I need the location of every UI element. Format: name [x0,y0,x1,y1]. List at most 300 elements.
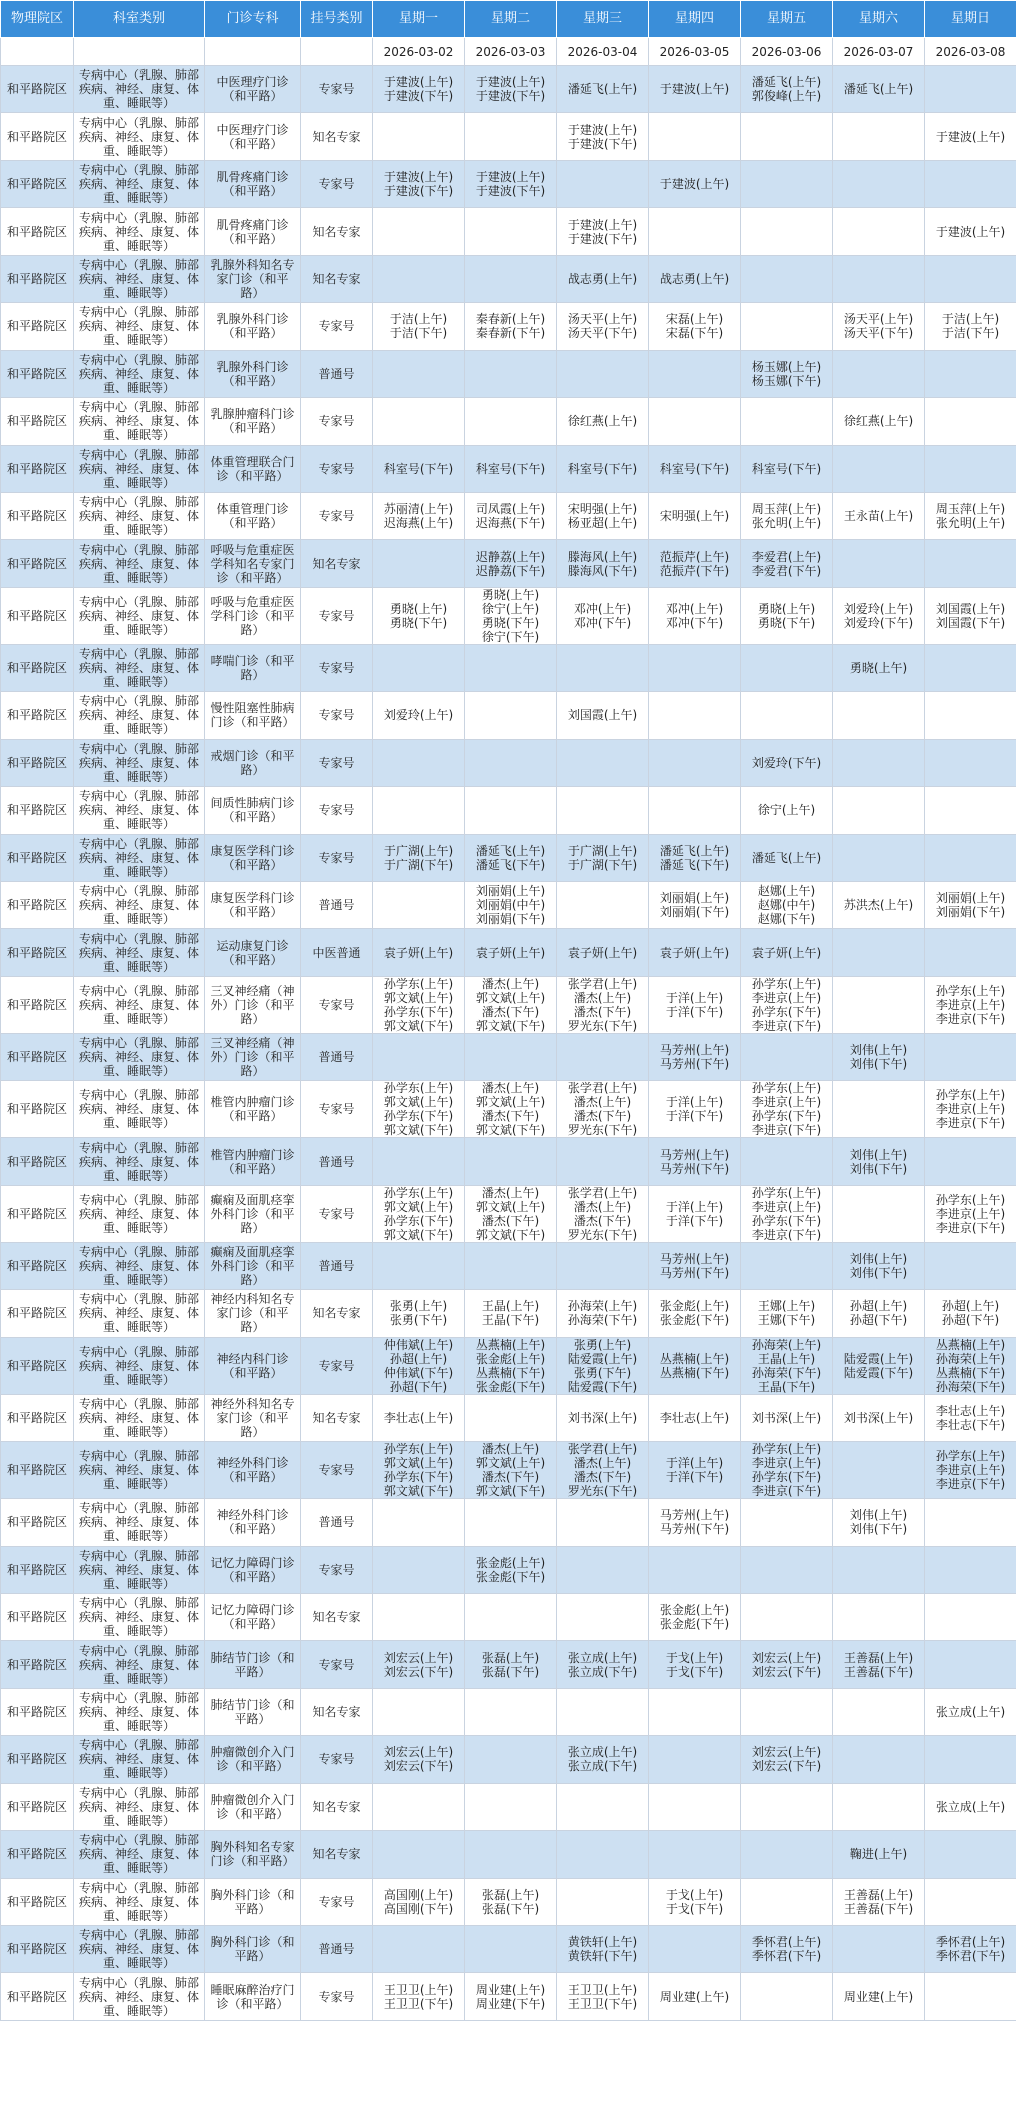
doctor-slot[interactable]: 张磊(上午) [481,1887,540,1902]
doctor-slot[interactable]: 杨亚超(上午) [567,516,638,531]
doctor-slot[interactable]: 李爱君(上午) [751,549,822,564]
doctor-slot[interactable]: 邓冲(下午) [665,615,724,630]
doctor-slot[interactable]: 周业建(上午) [659,1989,730,2004]
doctor-slot[interactable]: 汤天平(下午) [567,326,638,341]
doctor-slot[interactable]: 迟海燕(下午) [475,516,546,531]
doctor-slot[interactable]: 张勇(上午) [573,1337,632,1352]
doctor-slot[interactable]: 徐宁(下午) [481,629,540,644]
doctor-slot[interactable]: 于建波(上午) [475,170,546,185]
doctor-slot[interactable]: 陆爱霞(上午) [843,1351,914,1366]
doctor-slot[interactable]: 宋明强(上午) [567,502,638,517]
doctor-slot[interactable]: 王善磊(下午) [843,1664,914,1679]
doctor-slot[interactable]: 李进京(上午) [935,997,1006,1012]
doctor-slot[interactable]: 孙超(下午) [389,1379,448,1394]
doctor-slot[interactable]: 于洋(下午) [665,1109,724,1124]
doctor-slot[interactable]: 王娜(上午) [757,1299,816,1314]
doctor-slot[interactable]: 于洋(下午) [665,1470,724,1485]
doctor-slot[interactable]: 于洋(上午) [665,1199,724,1214]
doctor-slot[interactable]: 袁子妍(上午) [751,945,822,960]
doctor-slot[interactable]: 潘杰(下午) [481,1109,540,1124]
doctor-slot[interactable]: 于建波(上午) [659,177,730,192]
doctor-slot[interactable]: 周玉萍(上午) [935,502,1006,517]
doctor-slot[interactable]: 科室号(下午) [751,461,822,476]
doctor-slot[interactable]: 张金彪(下午) [475,1569,546,1584]
doctor-slot[interactable]: 张金彪(下午) [659,1617,730,1632]
doctor-slot[interactable]: 宋磊(上午) [665,312,724,327]
doctor-slot[interactable]: 刘丽娟(下午) [475,912,546,927]
doctor-slot[interactable]: 刘伟(下午) [849,1057,908,1072]
doctor-slot[interactable]: 徐宁(上午) [757,803,816,818]
doctor-slot[interactable]: 刘伟(上午) [849,1043,908,1058]
doctor-slot[interactable]: 杨玉娜(上午) [751,359,822,374]
doctor-slot[interactable]: 宋明强(上午) [659,509,730,524]
doctor-slot[interactable]: 于建波(下午) [475,184,546,199]
doctor-slot[interactable]: 马芳州(下午) [659,1057,730,1072]
doctor-slot[interactable]: 张金彪(下午) [475,1379,546,1394]
doctor-slot[interactable]: 袁子妍(上午) [659,945,730,960]
doctor-slot[interactable]: 孙学东(上午) [383,1185,454,1200]
doctor-slot[interactable]: 司凤霞(上午) [475,502,546,517]
doctor-slot[interactable]: 宋磊(下午) [665,326,724,341]
doctor-slot[interactable]: 李进京(上午) [751,1095,822,1110]
doctor-slot[interactable]: 王晶(上午) [757,1351,816,1366]
doctor-slot[interactable]: 马芳州(上午) [659,1147,730,1162]
doctor-slot[interactable]: 王永苗(上午) [843,509,914,524]
doctor-slot[interactable]: 刘国霞(下午) [935,615,1006,630]
doctor-slot[interactable]: 郭文斌(上午) [475,1095,546,1110]
doctor-slot[interactable]: 周业建(上午) [843,1989,914,2004]
doctor-slot[interactable]: 王晶(下午) [757,1379,816,1394]
doctor-slot[interactable]: 潘延飞(上午) [751,850,822,865]
doctor-slot[interactable]: 刘伟(下午) [849,1265,908,1280]
doctor-slot[interactable]: 刘宏云(下午) [751,1664,822,1679]
doctor-slot[interactable]: 周玉萍(上午) [751,502,822,517]
doctor-slot[interactable]: 孙学东(上午) [751,1442,822,1457]
doctor-slot[interactable]: 仲伟斌(下午) [383,1365,454,1380]
doctor-slot[interactable]: 孙学东(下午) [383,1213,454,1228]
doctor-slot[interactable]: 刘丽娟(下午) [935,905,1006,920]
doctor-slot[interactable]: 李进京(下午) [751,1018,822,1033]
doctor-slot[interactable]: 张立成(上午) [567,1745,638,1760]
doctor-slot[interactable]: 科室号(下午) [567,461,638,476]
doctor-slot[interactable]: 潘延飞(下午) [475,857,546,872]
doctor-slot[interactable]: 范振芹(下午) [659,563,730,578]
doctor-slot[interactable]: 勇晓(下午) [389,615,448,630]
doctor-slot[interactable]: 李爱君(下午) [751,563,822,578]
doctor-slot[interactable]: 郭文斌(下午) [475,1484,546,1499]
doctor-slot[interactable]: 于广湖(上午) [567,843,638,858]
doctor-slot[interactable]: 勇晓(上午) [849,661,908,676]
doctor-slot[interactable]: 王娜(下午) [757,1313,816,1328]
doctor-slot[interactable]: 黄铁轩(上午) [567,1935,638,1950]
doctor-slot[interactable]: 李进京(下午) [751,1484,822,1499]
doctor-slot[interactable]: 刘宏云(下午) [751,1759,822,1774]
doctor-slot[interactable]: 马芳州(上午) [659,1043,730,1058]
doctor-slot[interactable]: 刘宏云(下午) [383,1664,454,1679]
doctor-slot[interactable]: 张磊(下午) [481,1901,540,1916]
doctor-slot[interactable]: 罗光东(下午) [567,1227,638,1242]
doctor-slot[interactable]: 张磊(下午) [481,1664,540,1679]
doctor-slot[interactable]: 勇晓(上午) [757,601,816,616]
doctor-slot[interactable]: 刘宏云(上午) [383,1650,454,1665]
doctor-slot[interactable]: 黄铁轩(下午) [567,1949,638,1964]
doctor-slot[interactable]: 孙学东(上午) [751,1185,822,1200]
doctor-slot[interactable]: 刘伟(下午) [849,1161,908,1176]
doctor-slot[interactable]: 邓冲(上午) [573,601,632,616]
doctor-slot[interactable]: 张勇(下午) [573,1365,632,1380]
doctor-slot[interactable]: 潘杰(下午) [573,1213,632,1228]
doctor-slot[interactable]: 潘杰(上午) [573,1199,632,1214]
doctor-slot[interactable]: 汤天平(上午) [843,312,914,327]
doctor-slot[interactable]: 于戈(上午) [665,1650,724,1665]
doctor-slot[interactable]: 潘杰(上午) [573,1095,632,1110]
doctor-slot[interactable]: 于建波(下午) [567,136,638,151]
doctor-slot[interactable]: 刘书深(上午) [751,1410,822,1425]
doctor-slot[interactable]: 孙学东(下午) [751,1109,822,1124]
doctor-slot[interactable]: 于广湖(下午) [383,857,454,872]
doctor-slot[interactable]: 苏洪杰(上午) [843,898,914,913]
doctor-slot[interactable]: 孙学东(上午) [751,976,822,991]
doctor-slot[interactable]: 孙海荣(下午) [751,1365,822,1380]
doctor-slot[interactable]: 刘国霞(上午) [567,708,638,723]
doctor-slot[interactable]: 丛燕楠(上午) [659,1351,730,1366]
doctor-slot[interactable]: 于建波(上午) [567,217,638,232]
doctor-slot[interactable]: 李壮志(上午) [383,1410,454,1425]
doctor-slot[interactable]: 孙海荣(下午) [567,1313,638,1328]
doctor-slot[interactable]: 于洋(下午) [665,1004,724,1019]
doctor-slot[interactable]: 陆爱霞(下午) [843,1365,914,1380]
doctor-slot[interactable]: 罗光东(下午) [567,1123,638,1138]
doctor-slot[interactable]: 李壮志(上午) [659,1410,730,1425]
doctor-slot[interactable]: 于建波(下午) [383,184,454,199]
doctor-slot[interactable]: 勇晓(下午) [757,615,816,630]
doctor-slot[interactable]: 于建波(上午) [383,170,454,185]
doctor-slot[interactable]: 孙学东(上午) [935,1192,1006,1207]
doctor-slot[interactable]: 潘延飞(上午) [751,75,822,90]
doctor-slot[interactable]: 郭文斌(上午) [475,990,546,1005]
doctor-slot[interactable]: 孙超(上午) [941,1299,1000,1314]
doctor-slot[interactable]: 王善磊(下午) [843,1901,914,1916]
doctor-slot[interactable]: 汤天平(上午) [567,312,638,327]
doctor-slot[interactable]: 潘杰(下午) [573,1109,632,1124]
doctor-slot[interactable]: 秦春新(下午) [475,326,546,341]
doctor-slot[interactable]: 郭俊峰(上午) [751,89,822,104]
doctor-slot[interactable]: 张立成(上午) [567,1650,638,1665]
doctor-slot[interactable]: 于建波(上午) [383,75,454,90]
doctor-slot[interactable]: 于建波(上午) [659,82,730,97]
doctor-slot[interactable]: 李进京(下午) [751,1227,822,1242]
doctor-slot[interactable]: 丛燕楠(下午) [935,1365,1006,1380]
doctor-slot[interactable]: 张立成(上午) [935,1799,1006,1814]
doctor-slot[interactable]: 苏丽清(上午) [383,502,454,517]
doctor-slot[interactable]: 潘延飞(上午) [843,82,914,97]
doctor-slot[interactable]: 刘爱玲(下午) [843,615,914,630]
doctor-slot[interactable]: 王晶(上午) [481,1299,540,1314]
doctor-slot[interactable]: 孙学东(上午) [383,1442,454,1457]
doctor-slot[interactable]: 孙超(下午) [849,1313,908,1328]
doctor-slot[interactable]: 张勇(下午) [389,1313,448,1328]
doctor-slot[interactable]: 李进京(下午) [935,1477,1006,1492]
doctor-slot[interactable]: 科室号(下午) [383,461,454,476]
doctor-slot[interactable]: 于戈(下午) [665,1664,724,1679]
doctor-slot[interactable]: 战志勇(上午) [567,271,638,286]
doctor-slot[interactable]: 李进京(下午) [751,1123,822,1138]
doctor-slot[interactable]: 丛燕楠(下午) [659,1365,730,1380]
doctor-slot[interactable]: 张磊(上午) [481,1650,540,1665]
doctor-slot[interactable]: 孙学东(下午) [383,1470,454,1485]
doctor-slot[interactable]: 郭文斌(上午) [383,1199,454,1214]
doctor-slot[interactable]: 孙超(上午) [389,1351,448,1366]
doctor-slot[interactable]: 刘宏云(下午) [383,1759,454,1774]
doctor-slot[interactable]: 李进京(下午) [935,1116,1006,1131]
doctor-slot[interactable]: 刘丽娟(上午) [475,884,546,899]
doctor-slot[interactable]: 潘杰(下午) [481,1470,540,1485]
doctor-slot[interactable]: 勇晓(上午) [481,587,540,602]
doctor-slot[interactable]: 马芳州(上午) [659,1508,730,1523]
doctor-slot[interactable]: 科室号(下午) [659,461,730,476]
doctor-slot[interactable]: 刘宏云(上午) [751,1650,822,1665]
doctor-slot[interactable]: 刘丽娟(上午) [659,891,730,906]
doctor-slot[interactable]: 王卫卫(下午) [383,1996,454,2011]
doctor-slot[interactable]: 潘杰(下午) [573,1470,632,1485]
doctor-slot[interactable]: 于建波(下午) [475,89,546,104]
doctor-slot[interactable]: 潘杰(上午) [573,1456,632,1471]
doctor-slot[interactable]: 潘延飞(下午) [659,857,730,872]
doctor-slot[interactable]: 李进京(下午) [935,1220,1006,1235]
doctor-slot[interactable]: 范振芹(上午) [659,549,730,564]
doctor-slot[interactable]: 刘丽娟(下午) [659,905,730,920]
doctor-slot[interactable]: 于建波(上午) [567,122,638,137]
doctor-slot[interactable]: 刘伟(下午) [849,1522,908,1537]
doctor-slot[interactable]: 李进京(上午) [751,990,822,1005]
doctor-slot[interactable]: 张金彪(下午) [659,1313,730,1328]
doctor-slot[interactable]: 于广湖(上午) [383,843,454,858]
doctor-slot[interactable]: 孙学东(上午) [935,983,1006,998]
doctor-slot[interactable]: 郭文斌(下午) [383,1484,454,1499]
doctor-slot[interactable]: 郭文斌(上午) [383,1456,454,1471]
doctor-slot[interactable]: 刘宏云(上午) [383,1745,454,1760]
doctor-slot[interactable]: 于洁(下午) [389,326,448,341]
doctor-slot[interactable]: 迟静荔(上午) [475,549,546,564]
doctor-slot[interactable]: 郭文斌(下午) [383,1227,454,1242]
doctor-slot[interactable]: 马芳州(下午) [659,1161,730,1176]
doctor-slot[interactable]: 科室号(下午) [475,461,546,476]
doctor-slot[interactable]: 徐红燕(上午) [567,414,638,429]
doctor-slot[interactable]: 滕海风(下午) [567,563,638,578]
doctor-slot[interactable]: 汤天平(下午) [843,326,914,341]
doctor-slot[interactable]: 李进京(上午) [751,1456,822,1471]
doctor-slot[interactable]: 郭文斌(上午) [383,1095,454,1110]
doctor-slot[interactable]: 季怀君(下午) [935,1949,1006,1964]
doctor-slot[interactable]: 王卫卫(上午) [383,1982,454,1997]
doctor-slot[interactable]: 潘杰(上午) [481,1442,540,1457]
doctor-slot[interactable]: 张金彪(上午) [659,1299,730,1314]
doctor-slot[interactable]: 孙学东(上午) [935,1449,1006,1464]
doctor-slot[interactable]: 郭文斌(上午) [475,1456,546,1471]
doctor-slot[interactable]: 季怀君(上午) [935,1935,1006,1950]
doctor-slot[interactable]: 袁子妍(上午) [383,945,454,960]
doctor-slot[interactable]: 潘杰(下午) [573,1004,632,1019]
doctor-slot[interactable]: 季怀君(上午) [751,1935,822,1950]
doctor-slot[interactable]: 袁子妍(上午) [475,945,546,960]
doctor-slot[interactable]: 李进京(下午) [935,1011,1006,1026]
doctor-slot[interactable]: 刘伟(上午) [849,1251,908,1266]
doctor-slot[interactable]: 李进京(上午) [935,1206,1006,1221]
doctor-slot[interactable]: 张立成(上午) [935,1705,1006,1720]
doctor-slot[interactable]: 孙学东(下午) [751,1004,822,1019]
doctor-slot[interactable]: 刘国霞(上午) [935,601,1006,616]
doctor-slot[interactable]: 于洁(上午) [941,312,1000,327]
doctor-slot[interactable]: 潘杰(上午) [573,990,632,1005]
doctor-slot[interactable]: 于戈(上午) [665,1887,724,1902]
doctor-slot[interactable]: 张允明(上午) [751,516,822,531]
doctor-slot[interactable]: 秦春新(上午) [475,312,546,327]
doctor-slot[interactable]: 丛燕楠(下午) [475,1365,546,1380]
doctor-slot[interactable]: 郭文斌(下午) [475,1227,546,1242]
doctor-slot[interactable]: 张学君(上午) [567,976,638,991]
doctor-slot[interactable]: 张允明(上午) [935,516,1006,531]
doctor-slot[interactable]: 罗光东(下午) [567,1018,638,1033]
doctor-slot[interactable]: 王善磊(上午) [843,1887,914,1902]
doctor-slot[interactable]: 于建波(下午) [567,231,638,246]
doctor-slot[interactable]: 张学君(上午) [567,1185,638,1200]
doctor-slot[interactable]: 陆爱霞(下午) [567,1379,638,1394]
doctor-slot[interactable]: 马芳州(上午) [659,1251,730,1266]
doctor-slot[interactable]: 潘延飞(上午) [475,843,546,858]
doctor-slot[interactable]: 潘杰(上午) [481,1081,540,1096]
doctor-slot[interactable]: 刘爱玲(上午) [843,601,914,616]
doctor-slot[interactable]: 孙海荣(上午) [751,1337,822,1352]
doctor-slot[interactable]: 张学君(上午) [567,1442,638,1457]
doctor-slot[interactable]: 马芳州(下午) [659,1522,730,1537]
doctor-slot[interactable]: 徐宁(上午) [481,601,540,616]
doctor-slot[interactable]: 潘杰(下午) [481,1004,540,1019]
doctor-slot[interactable]: 战志勇(上午) [659,271,730,286]
doctor-slot[interactable]: 孙学东(上午) [383,976,454,991]
doctor-slot[interactable]: 郭文斌(下午) [475,1123,546,1138]
doctor-slot[interactable]: 袁子妍(上午) [567,945,638,960]
doctor-slot[interactable]: 陆爱霞(上午) [567,1351,638,1366]
doctor-slot[interactable]: 潘杰(下午) [481,1213,540,1228]
doctor-slot[interactable]: 郭文斌(下午) [475,1018,546,1033]
doctor-slot[interactable]: 潘杰(上午) [481,976,540,991]
doctor-slot[interactable]: 张金彪(上午) [475,1555,546,1570]
doctor-slot[interactable]: 孙学东(下午) [751,1213,822,1228]
doctor-slot[interactable]: 郭文斌(上午) [475,1199,546,1214]
doctor-slot[interactable]: 李进京(上午) [935,1102,1006,1117]
doctor-slot[interactable]: 刘伟(上午) [849,1147,908,1162]
doctor-slot[interactable]: 丛燕楠(上午) [475,1337,546,1352]
doctor-slot[interactable]: 赵娜(下午) [757,912,816,927]
doctor-slot[interactable]: 王晶(下午) [481,1313,540,1328]
doctor-slot[interactable]: 张立成(下午) [567,1664,638,1679]
doctor-slot[interactable]: 赵娜(上午) [757,884,816,899]
doctor-slot[interactable]: 孙超(上午) [849,1299,908,1314]
doctor-slot[interactable]: 孙学东(下午) [751,1470,822,1485]
doctor-slot[interactable]: 于洋(下午) [665,1213,724,1228]
doctor-slot[interactable]: 孙海荣(下午) [935,1379,1006,1394]
doctor-slot[interactable]: 徐红燕(上午) [843,414,914,429]
doctor-slot[interactable]: 王卫卫(上午) [567,1982,638,1997]
doctor-slot[interactable]: 于戈(下午) [665,1901,724,1916]
doctor-slot[interactable]: 郭文斌(下午) [383,1018,454,1033]
doctor-slot[interactable]: 郭文斌(上午) [383,990,454,1005]
doctor-slot[interactable]: 王卫卫(下午) [567,1996,638,2011]
doctor-slot[interactable]: 周业建(上午) [475,1982,546,1997]
doctor-slot[interactable]: 李进京(上午) [751,1199,822,1214]
doctor-slot[interactable]: 潘杰(上午) [481,1185,540,1200]
doctor-slot[interactable]: 刘丽娟(上午) [935,891,1006,906]
doctor-slot[interactable]: 于洋(上午) [665,990,724,1005]
doctor-slot[interactable]: 迟海燕(上午) [383,516,454,531]
doctor-slot[interactable]: 勇晓(上午) [389,601,448,616]
doctor-slot[interactable]: 潘延飞(上午) [659,843,730,858]
doctor-slot[interactable]: 于建波(上午) [475,75,546,90]
doctor-slot[interactable]: 于洋(上午) [665,1095,724,1110]
doctor-slot[interactable]: 刘爱玲(上午) [383,708,454,723]
doctor-slot[interactable]: 张金彪(上午) [475,1351,546,1366]
doctor-slot[interactable]: 赵娜(中午) [757,898,816,913]
doctor-slot[interactable]: 潘延飞(上午) [567,82,638,97]
doctor-slot[interactable]: 刘书深(上午) [567,1410,638,1425]
doctor-slot[interactable]: 高国刚(上午) [383,1887,454,1902]
doctor-slot[interactable]: 刘书深(上午) [843,1410,914,1425]
doctor-slot[interactable]: 刘伟(上午) [849,1508,908,1523]
doctor-slot[interactable]: 孙海荣(上午) [567,1299,638,1314]
doctor-slot[interactable]: 刘丽娟(中午) [475,898,546,913]
doctor-slot[interactable]: 李进京(上午) [935,1463,1006,1478]
doctor-slot[interactable]: 杨玉娜(下午) [751,373,822,388]
doctor-slot[interactable]: 孙学东(上午) [383,1081,454,1096]
doctor-slot[interactable]: 于广湖(下午) [567,857,638,872]
doctor-slot[interactable]: 孙学东(上午) [935,1088,1006,1103]
doctor-slot[interactable]: 邓冲(上午) [665,601,724,616]
doctor-slot[interactable]: 孙学东(上午) [751,1081,822,1096]
doctor-slot[interactable]: 张勇(上午) [389,1299,448,1314]
doctor-slot[interactable]: 滕海风(上午) [567,549,638,564]
doctor-slot[interactable]: 马芳州(下午) [659,1265,730,1280]
doctor-slot[interactable]: 李壮志(上午) [935,1403,1006,1418]
doctor-slot[interactable]: 于建波(上午) [935,129,1006,144]
doctor-slot[interactable]: 张金彪(上午) [659,1603,730,1618]
doctor-slot[interactable]: 季怀君(下午) [751,1949,822,1964]
doctor-slot[interactable]: 孙学东(下午) [383,1004,454,1019]
doctor-slot[interactable]: 鞠进(上午) [849,1847,908,1862]
doctor-slot[interactable]: 张学君(上午) [567,1081,638,1096]
doctor-slot[interactable]: 孙超(下午) [941,1313,1000,1328]
doctor-slot[interactable]: 罗光东(下午) [567,1484,638,1499]
doctor-slot[interactable]: 于建波(上午) [935,224,1006,239]
doctor-slot[interactable]: 郭文斌(下午) [383,1123,454,1138]
doctor-slot[interactable]: 于建波(下午) [383,89,454,104]
doctor-slot[interactable]: 丛燕楠(上午) [935,1337,1006,1352]
doctor-slot[interactable]: 邓冲(下午) [573,615,632,630]
doctor-slot[interactable]: 迟静荔(下午) [475,563,546,578]
doctor-slot[interactable]: 于洋(上午) [665,1456,724,1471]
doctor-slot[interactable]: 刘宏云(上午) [751,1745,822,1760]
doctor-slot[interactable]: 刘爱玲(下午) [751,755,822,770]
doctor-slot[interactable]: 李壮志(下午) [935,1417,1006,1432]
doctor-slot[interactable]: 张立成(下午) [567,1759,638,1774]
doctor-slot[interactable]: 周业建(下午) [475,1996,546,2011]
doctor-slot[interactable]: 王善磊(上午) [843,1650,914,1665]
doctor-slot[interactable]: 于洁(上午) [389,312,448,327]
doctor-slot[interactable]: 孙海荣(上午) [935,1351,1006,1366]
doctor-slot[interactable]: 孙学东(下午) [383,1109,454,1124]
doctor-slot[interactable]: 高国刚(下午) [383,1901,454,1916]
doctor-slot[interactable]: 仲伟斌(上午) [383,1337,454,1352]
doctor-slot[interactable]: 勇晓(下午) [481,615,540,630]
